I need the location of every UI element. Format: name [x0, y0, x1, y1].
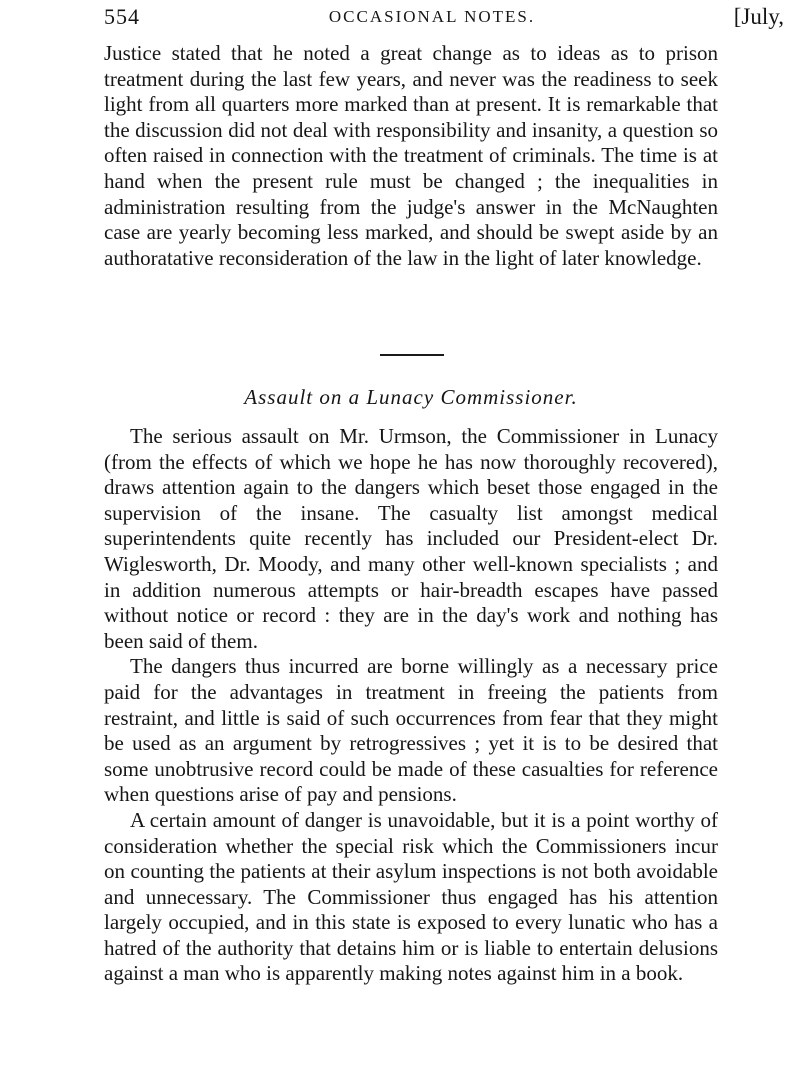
running-head: OCCASIONAL NOTES.	[328, 7, 536, 26]
section-body	[104, 424, 718, 987]
issue-date: [July,	[733, 4, 784, 29]
page-number: 554	[104, 4, 140, 29]
body-paragraph-1: The serious assault on Mr. Urmson, the Commissioner in Lunacy (from the effects of which we hope he has now thoroughly recovered), draws attention again to the dangers which beset those engaged in the supervision of the insane. The casualty list amongst medical superintendents quite recently has included our President-elect Dr. Wiglesworth, Dr. Moody, and many other well-known specialists ; and in addition numerous attempts or hair-breadth escapes have passed without notice or record : they are in the day's work and nothing has been said of them.	[104, 424, 718, 653]
section-title: Assault on a Lunacy Commissioner.	[244, 385, 578, 409]
body-paragraph-2: The dangers thus incurred are borne willingly as a necessary price paid for the advantages in treatment in freeing the patients from restraint, and little is said of such occurrences from fear that they might be used as an argument by retrogressives ; yet it is to be desired that some unobtrusive record could be made of these casualties for reference when questions arise of pay and pensions.	[104, 654, 718, 807]
body-paragraph-3: A certain amount of danger is unavoidable, but it is a point worthy of consideration whether the special risk which the Commissioners incur on counting the patients at their asylum inspections is not both avoidable and unnecessary. The Commissioner thus engaged has his attention largely occupied, and in this state is exposed to every lunatic who has a hatred of the authority that detains him or is liable to entertain delusions against a man who is apparently making notes against him in a book.	[104, 807, 718, 986]
page-header	[104, 0, 790, 30]
section-divider	[380, 354, 444, 356]
intro-paragraph: Justice stated that he noted a great change as to ideas as to prison treatment during the last few years, and never was the readiness to seek light from all quarters more marked than at present. It is remarkable that the discussion did not deal with responsibility and insanity, a question so often raised in connection with the treatment of criminals. The time is at hand when the present rule must be changed ; the inequalities in administration resulting from the judge's answer in the McNaughten case are yearly becoming less marked, and should be swept aside by an authoratative reconsideration of the law in the light of later knowledge.	[104, 41, 718, 270]
continued-text	[104, 41, 718, 271]
